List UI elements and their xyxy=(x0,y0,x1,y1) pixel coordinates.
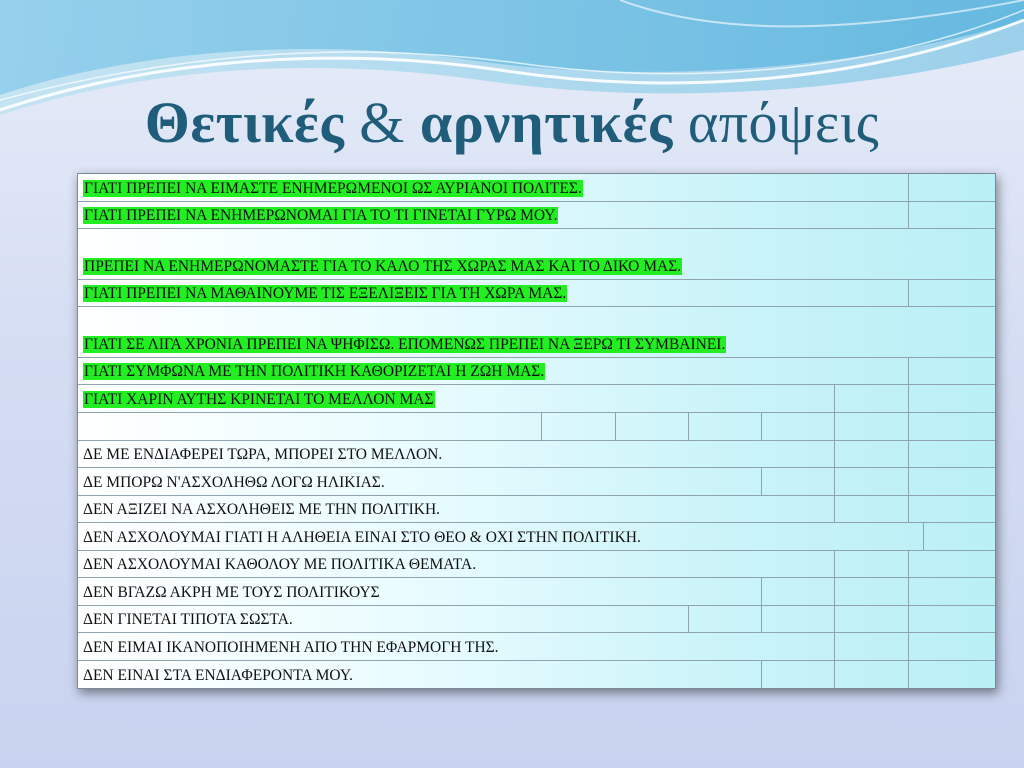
table-row xyxy=(78,496,995,523)
table-row xyxy=(78,358,995,385)
table-row xyxy=(78,280,995,307)
table-row xyxy=(78,578,995,606)
negative-item: ΔΕΝ ΑΣΧΟΛΟΥΜΑΙ ΓΙΑΤΙ Η ΑΛΗΘΕΙΑ ΕΙΝΑΙ ΣΤΟ ΘΕΟ & ΟΧΙ ΣΤΗΝ ΠΟΛΙΤΙΚΗ. xyxy=(83,529,641,546)
positive-item: ΓΙΑΤΙ ΠΡΕΠΕΙ ΝΑ ΕΝΗΜΕΡΩΝΟΜΑΙ ΓΙΑ ΤΟ ΤΙ ΓΙΝΕΤΑΙ ΓΥΡΩ ΜΟΥ. xyxy=(84,207,558,224)
page-title xyxy=(0,88,1024,158)
table-row xyxy=(78,661,995,688)
negative-item: ΔΕΝ ΑΞΙΖΕΙ ΝΑ ΑΣΧΟΛΗΘΕΙΣ ΜΕ ΤΗΝ ΠΟΛΙΤΙΚΗ. xyxy=(83,501,441,518)
negative-item: ΔΕ ΜΠΟΡΩ Ν'ΑΣΧΟΛΗΘΩ ΛΟΓΩ ΗΛΙΚΙΑΣ. xyxy=(83,474,385,491)
title-positive: Θετικές xyxy=(144,90,345,155)
negative-item: ΔΕΝ ΑΣΧΟΛΟΥΜΑΙ ΚΑΘΟΛΟΥ ΜΕ ΠΟΛΙΤΙΚΑ ΘΕΜΑΤΑ. xyxy=(83,556,477,573)
table-row xyxy=(78,633,995,661)
table-row xyxy=(78,468,995,496)
negative-item: ΔΕΝ ΕΙΝΑΙ ΣΤΑ ΕΝΔΙΑΦΕΡΟΝΤΑ ΜΟΥ. xyxy=(83,667,353,684)
table-row xyxy=(78,174,995,202)
table-row xyxy=(78,551,995,578)
negative-item: ΔΕΝ ΒΓΑΖΩ ΑΚΡΗ ΜΕ ΤΟΥΣ ΠΟΛΙΤΙΚΟΥΣ xyxy=(83,584,380,601)
negative-item: ΔΕ ΜΕ ΕΝΔΙΑΦΕΡΕΙ ΤΩΡΑ, ΜΠΟΡΕΙ ΣΤΟ ΜΕΛΛΟΝ. xyxy=(83,446,443,463)
empty-row xyxy=(78,413,995,441)
positive-item: ΠΡΕΠΕΙ ΝΑ ΕΝΗΜΕΡΩΝΟΜΑΣΤΕ ΓΙΑ ΤΟ ΚΑΛΟ ΤΗΣ ΧΩΡΑΣ ΜΑΣ ΚΑΙ ΤΟ ΔΙΚΟ ΜΑΣ. xyxy=(84,258,682,275)
positive-item: ΓΙΑΤΙ ΣΥΜΦΩΝΑ ΜΕ ΤΗΝ ΠΟΛΙΤΙΚΗ ΚΑΘΟΡΙΖΕΤΑΙ Η ΖΩΗ ΜΑΣ. xyxy=(84,363,545,380)
positive-item: ΓΙΑΤΙ ΣΕ ΛΙΓΑ ΧΡΟΝΙΑ ΠΡΕΠΕΙ ΝΑ ΨΗΦΙΣΩ. ΕΠΟΜΕΝΩΣ ΠΡΕΠΕΙ ΝΑ ΞΕΡΩ ΤΙ ΣΥΜΒΑΙΝΕΙ. xyxy=(84,336,726,353)
table-row xyxy=(78,385,995,413)
table-row xyxy=(78,307,995,358)
table-row xyxy=(78,229,995,280)
title-ampersand: & xyxy=(359,90,405,155)
opinions-table xyxy=(77,173,996,689)
table-row xyxy=(78,523,995,551)
positive-item: ΓΙΑΤΙ ΠΡΕΠΕΙ ΝΑ ΕΙΜΑΣΤΕ ΕΝΗΜΕΡΩΜΕΝΟΙ ΩΣ ΑΥΡΙΑΝΟΙ ΠΟΛΙΤΕΣ. xyxy=(84,180,582,197)
table-row xyxy=(78,441,995,468)
table-row xyxy=(78,606,995,633)
title-negative: αρνητικές xyxy=(419,90,673,155)
positive-item: ΓΙΑΤΙ ΧΑΡΙΝ ΑΥΤΗΣ ΚΡΙΝΕΤΑΙ ΤΟ ΜΕΛΛΟΝ ΜΑΣ xyxy=(84,391,434,408)
title-opinions: απόψεις xyxy=(687,90,880,155)
table-row xyxy=(78,202,995,229)
negative-item: ΔΕΝ ΓΙΝΕΤΑΙ ΤΙΠΟΤΑ ΣΩΣΤΑ. xyxy=(83,611,293,628)
negative-item: ΔΕΝ ΕΙΜΑΙ ΙΚΑΝΟΠΟΙΗΜΕΝΗ ΑΠΟ ΤΗΝ ΕΦΑΡΜΟΓΗ ΤΗΣ. xyxy=(83,639,499,656)
positive-item: ΓΙΑΤΙ ΠΡΕΠΕΙ ΝΑ ΜΑΘΑΙΝΟΥΜΕ ΤΙΣ ΕΞΕΛΙΞΕΙΣ ΓΙΑ ΤΗ ΧΩΡΑ ΜΑΣ. xyxy=(84,285,567,302)
